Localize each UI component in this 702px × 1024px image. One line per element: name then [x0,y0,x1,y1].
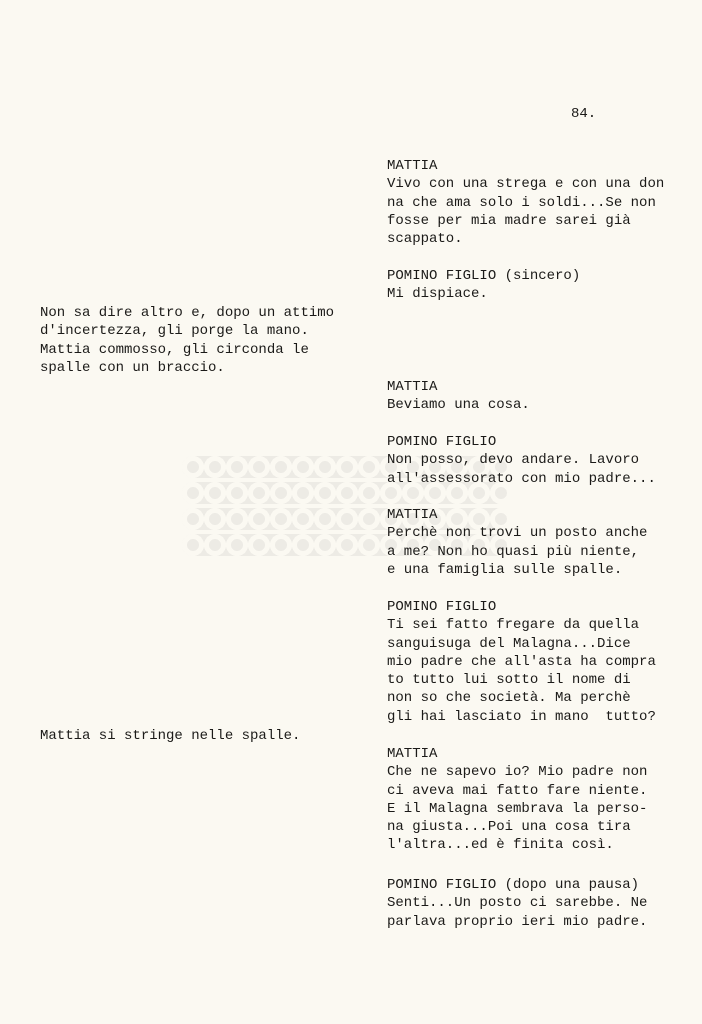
dialogue-line: E il Malagna sembrava la perso- [387,800,648,817]
dialogue-line: l'altra...ed è finita così. [387,837,614,854]
speaker-name: POMINO FIGLIO (dopo una pausa) [387,877,640,893]
dialogue-line: gli hai lasciato in mano tutto? [387,708,656,725]
direction-line: d'incertezza, gli porge la mano. [40,323,309,340]
dialogue-line: Mi dispiace. [387,286,488,303]
dialogue-block [387,267,692,304]
dialogue-line: scappato. [387,231,463,248]
dialogue-line: na che ama solo i soldi...Se non [387,194,656,211]
page-number: 84. [571,106,597,122]
dialogue-block [387,598,692,726]
speaker-name: POMINO FIGLIO [387,434,497,450]
dialogue-line: all'assessorato con mio padre... [387,470,656,487]
dialogue-line: ci aveva mai fatto fare niente. [387,782,648,799]
dialogue-block [387,876,692,931]
speaker-name: POMINO FIGLIO [387,599,497,615]
dialogue-line: fosse per mia madre sarei già [387,212,631,229]
dialogue-block [387,157,692,248]
dialogue-line: e una famiglia sulle spalle. [387,561,623,578]
dialogue-line: Vivo con una strega e con una don [387,176,665,193]
dialogue-line: Non posso, devo andare. Lavoro [387,452,640,469]
dialogue-line: Perchè non trovi un posto anche [387,525,648,542]
dialogue-line: to tutto lui sotto il nome di [387,672,631,689]
speaker-name: MATTIA [387,746,438,762]
speaker-name: POMINO FIGLIO (sincero) [387,268,581,284]
speaker-name: MATTIA [387,158,438,174]
dialogue-block [387,745,692,855]
dialogue-line: Beviamo una cosa. [387,397,530,414]
dialogue-line: Senti...Un posto ci sarebbe. Ne [387,895,648,912]
dialogue-block [387,378,692,415]
dialogue-block [387,506,692,579]
direction-line: Mattia si stringe nelle spalle. [40,728,301,744]
dialogue-line: Che ne sapevo io? Mio padre non [387,764,648,781]
speaker-name: MATTIA [387,507,438,523]
speaker-name: MATTIA [387,379,438,395]
dialogue-line: Ti sei fatto fregare da quella [387,617,640,634]
direction-line: Non sa dire altro e, dopo un attimo [40,305,335,321]
stage-direction [40,727,360,745]
dialogue-line: non so che società. Ma perchè [387,690,631,707]
stage-direction [40,304,360,377]
direction-line: Mattia commosso, gli circonda le [40,341,309,358]
direction-line: spalle con un braccio. [40,359,225,376]
dialogue-line: mio padre che all'asta ha compra [387,653,656,670]
dialogue-line: a me? Non ho quasi più niente, [387,543,640,560]
dialogue-block [387,433,692,488]
dialogue-line: parlava proprio ieri mio padre. [387,913,648,930]
dialogue-line: sanguisuga del Malagna...Dice [387,635,631,652]
dialogue-line: na giusta...Poi una cosa tira [387,819,631,836]
